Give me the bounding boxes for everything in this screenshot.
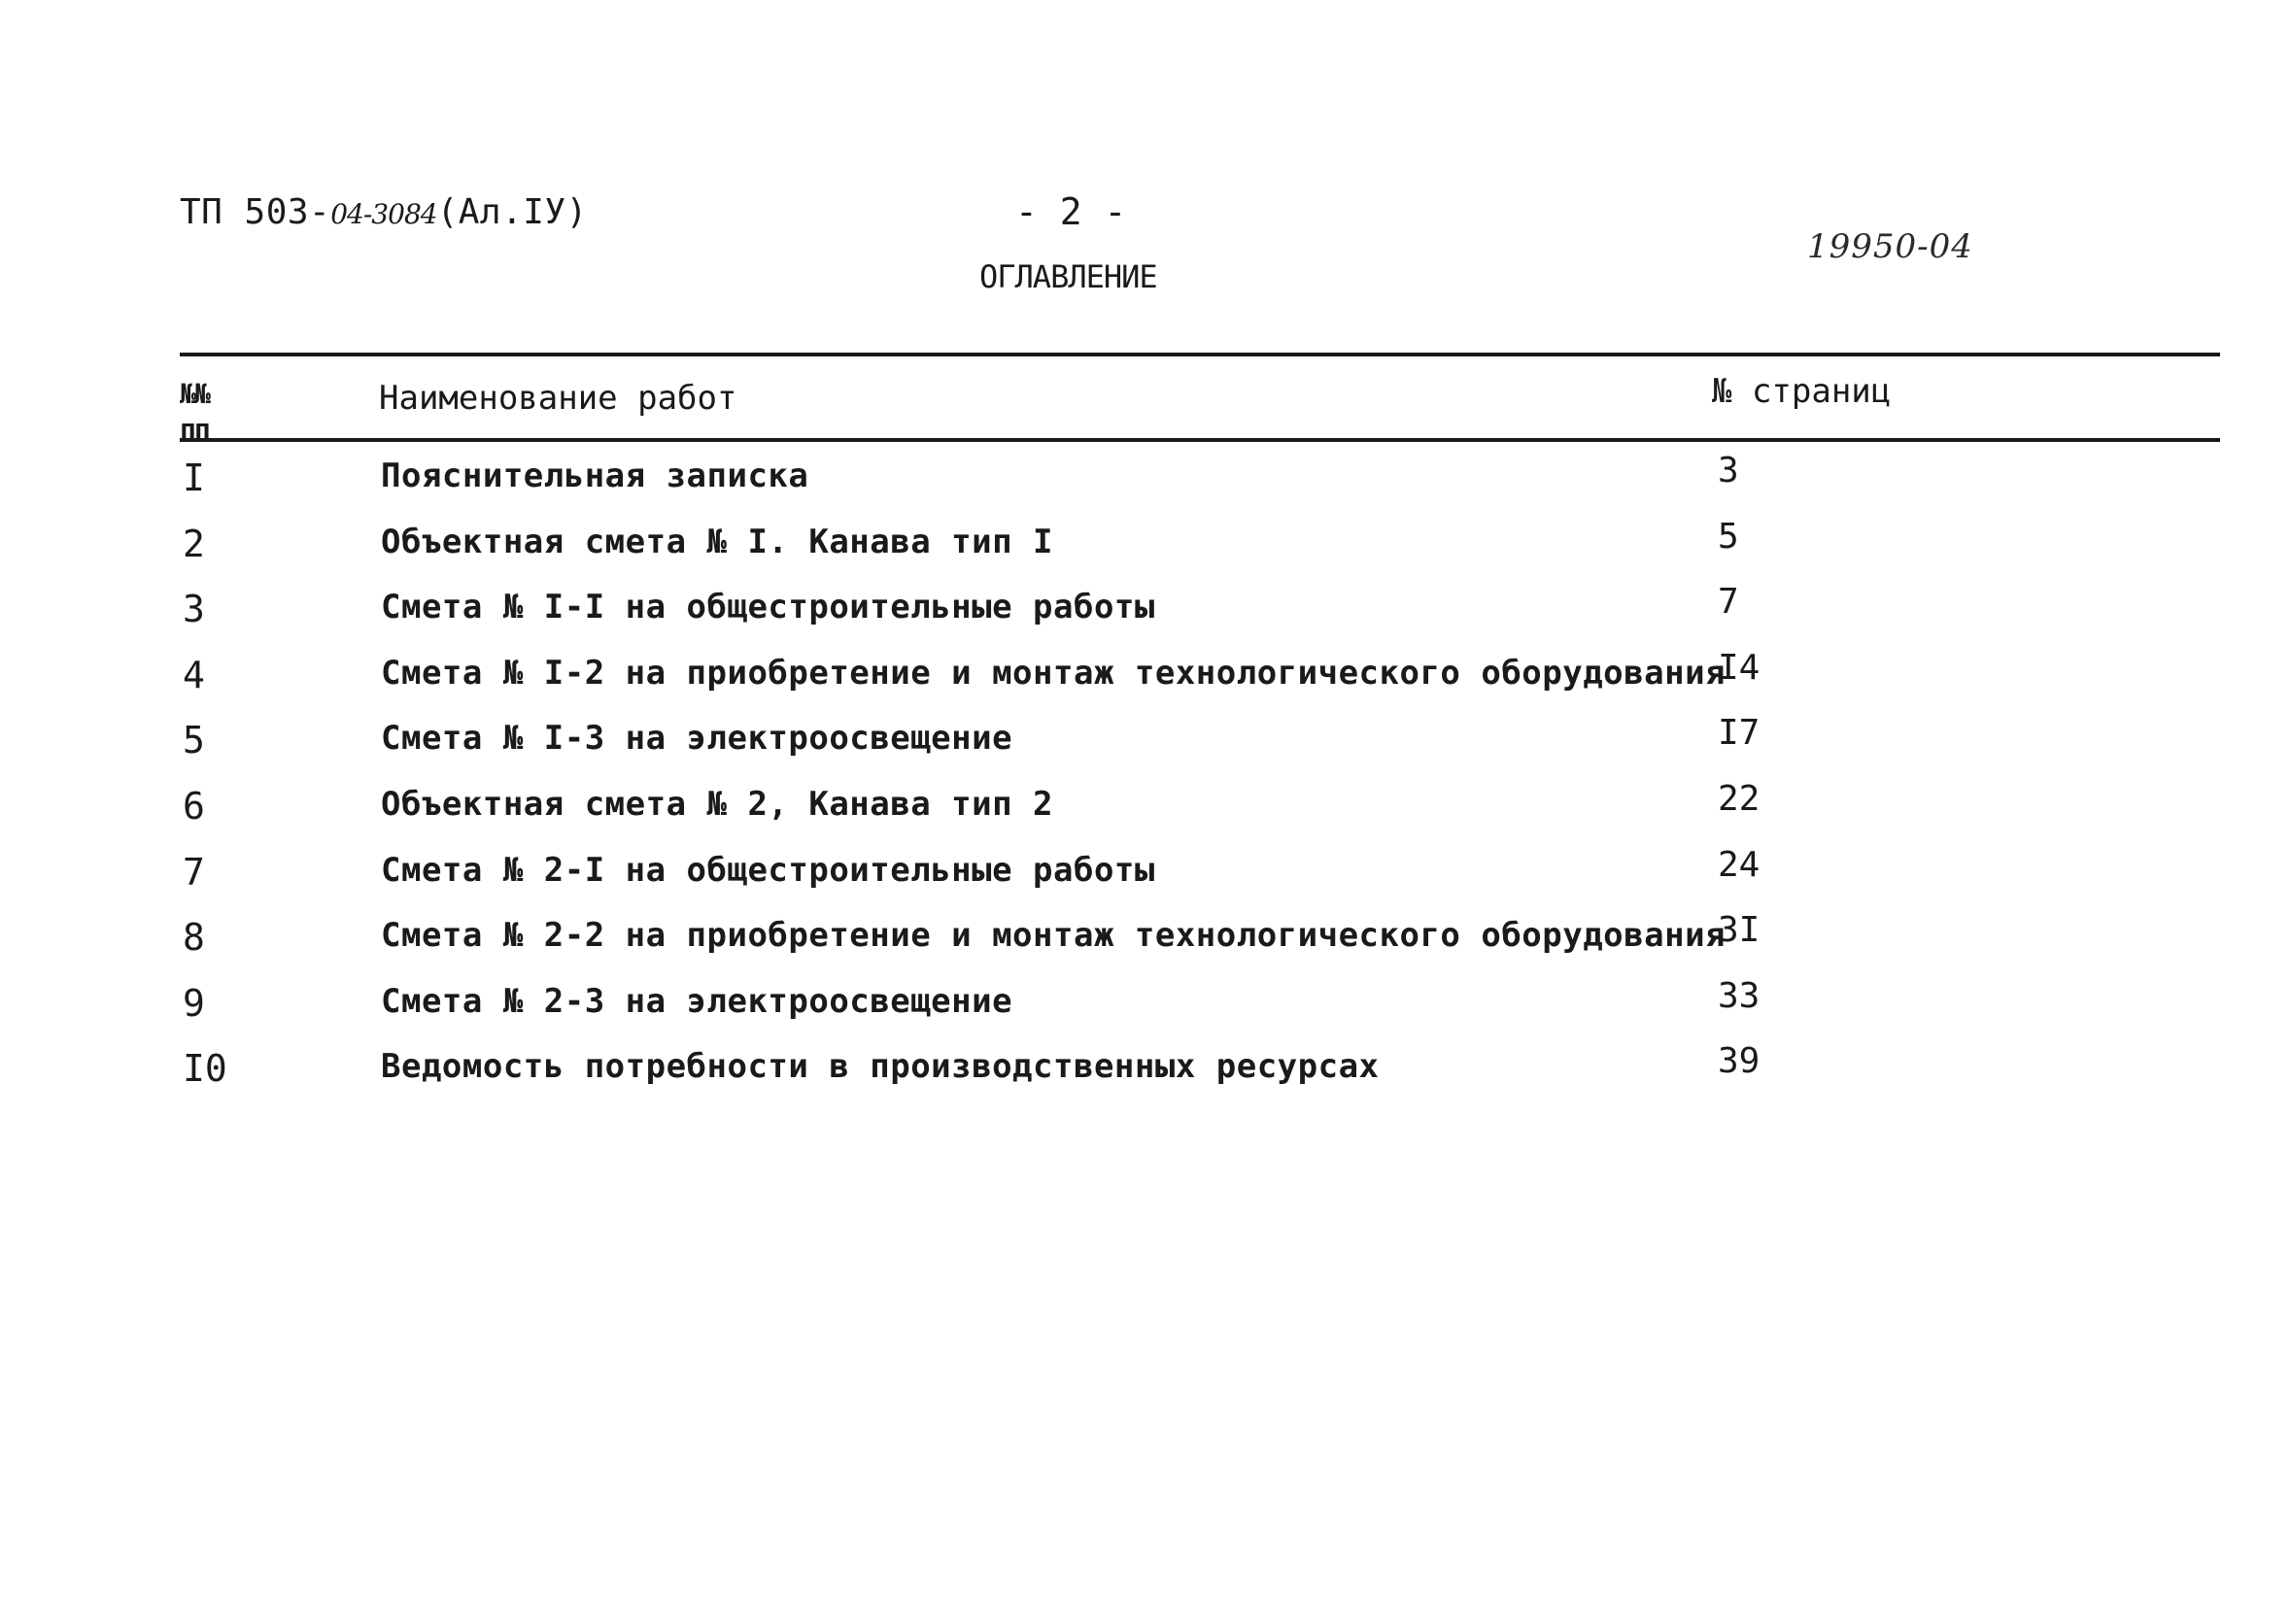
row-page: 3 <box>1718 451 1739 491</box>
column-header-pages: № страниц <box>1712 372 1892 411</box>
row-page: 24 <box>1718 844 1761 885</box>
row-number: 2 <box>183 522 205 565</box>
row-title: Объектная смета № I. Канава тип I <box>381 522 1054 561</box>
document-code-prefix: ТП 503- <box>180 192 331 232</box>
row-number: 8 <box>183 916 205 960</box>
row-number: 6 <box>183 784 205 828</box>
document-code-suffix: (Ал.IУ) <box>436 192 588 232</box>
table-row <box>0 910 2291 982</box>
row-title: Смета № I-3 на электроосвещение <box>381 719 1013 759</box>
table-row <box>0 516 2291 589</box>
row-number: I0 <box>183 1047 227 1091</box>
row-title: Смета № I-2 на приобретение и монтаж технологического оборудования <box>381 653 1727 693</box>
column-header-name: Наименование работ <box>379 379 737 418</box>
table-row <box>0 975 2291 1048</box>
table-header-rule <box>180 438 2220 442</box>
table-row <box>0 713 2291 785</box>
page-number: - 2 - <box>1015 190 1127 233</box>
table-row <box>0 451 2291 523</box>
column-header-number-line2: пп <box>180 413 209 445</box>
row-title: Смета № I-I на общестроительные работы <box>381 588 1155 627</box>
document-code-handwritten: 04-3084 <box>330 198 437 230</box>
table-top-rule <box>180 353 2220 356</box>
row-number: I <box>183 457 205 499</box>
column-header-number-line1: №№ <box>180 378 209 410</box>
row-number: 4 <box>183 653 205 696</box>
row-title: Пояснительная записка <box>381 457 809 495</box>
row-page: 3I <box>1718 910 1761 951</box>
row-page: I7 <box>1718 713 1761 754</box>
row-page: 39 <box>1718 1041 1761 1082</box>
document-code <box>180 192 588 232</box>
row-number: 9 <box>183 981 205 1025</box>
row-title: Объектная смета № 2, Канава тип 2 <box>381 784 1054 824</box>
table-row <box>0 582 2291 654</box>
table-row <box>0 1041 2291 1113</box>
row-number: 3 <box>183 588 205 631</box>
archive-number: 19950-04 <box>1807 227 1973 266</box>
row-page: 7 <box>1718 582 1739 623</box>
row-number: 5 <box>183 719 205 762</box>
document-title: ОГЛАВЛЕНИЕ <box>979 258 1157 295</box>
row-title: Ведомость потребности в производственных ресурсах <box>381 1047 1380 1087</box>
contents-list <box>0 451 2291 1113</box>
row-number: 7 <box>183 850 205 894</box>
row-page: I4 <box>1718 647 1761 688</box>
row-page: 5 <box>1718 516 1739 557</box>
table-row <box>0 844 2291 917</box>
column-header-number <box>180 377 209 447</box>
table-row <box>0 647 2291 720</box>
row-page: 33 <box>1718 975 1761 1016</box>
row-page: 22 <box>1718 778 1761 819</box>
row-title: Смета № 2-I на общестроительные работы <box>381 850 1155 890</box>
row-title: Смета № 2-3 на электроосвещение <box>381 981 1013 1021</box>
row-title: Смета № 2-2 на приобретение и монтаж технологического оборудования <box>381 916 1727 956</box>
table-row <box>0 778 2291 851</box>
